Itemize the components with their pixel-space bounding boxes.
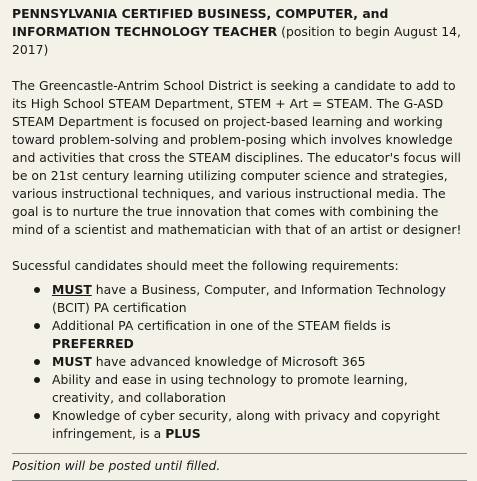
requirement-emphasis: MUST xyxy=(52,282,92,297)
requirement-emphasis: MUST xyxy=(52,354,92,369)
requirement-emphasis: PLUS xyxy=(165,426,201,441)
requirement-post: have a Business, Computer, and Information Technology (BCIT) PA certification xyxy=(52,282,446,315)
requirement-pre: Ability and ease in using technology to promote learning, creativity, and collaboration xyxy=(52,372,408,405)
posting-title-start-date: (position to begin August 14, 2017) xyxy=(12,24,461,57)
bullet-icon xyxy=(34,377,40,383)
posting-title xyxy=(12,5,467,59)
posting-title-bold: PENNSYLVANIA CERTIFIED BUSINESS, COMPUTER, and INFORMATION TECHNOLOGY TEACHER xyxy=(12,6,389,39)
posting-footer-note: Position will be posted until filled. xyxy=(12,458,221,473)
bullet-icon xyxy=(34,323,40,329)
requirement-pre: Knowledge of cyber security, along with privacy and copyright infringement, is a xyxy=(52,408,440,441)
requirement-item xyxy=(12,371,467,407)
requirements-intro: Sucessful candidates should meet the following requirements: xyxy=(12,258,399,273)
requirement-item xyxy=(12,281,467,317)
requirement-item xyxy=(12,317,467,353)
requirement-item xyxy=(12,353,467,371)
bullet-icon xyxy=(34,359,40,365)
requirement-item xyxy=(12,407,467,443)
requirement-post: have advanced knowledge of Microsoft 365 xyxy=(91,354,366,369)
bullet-icon xyxy=(34,413,40,419)
requirement-emphasis: PREFERRED xyxy=(52,336,134,351)
requirement-pre: Additional PA certification in one of the STEAM fields is xyxy=(52,318,391,333)
requirements-list xyxy=(12,281,467,443)
bullet-icon xyxy=(34,287,40,293)
posting-description: The Greencastle-Antrim School District is seeking a candidate to add to its High School STEAM Department, STEM + Art = STEAM. The G-ASD STEAM Department is focused on project-based learning and working toward problem-solving and problem-posing which involves knowledge and activities that cross the STEAM disciplines. The educator's focus will be on 21st century learning utilizing computer science and strategies, various instructional techniques, and various instructional media. The goal is to nurture the true innovation that comes with combining the mind of a scientist and mathematician with that of an artist or designer! xyxy=(12,78,462,237)
